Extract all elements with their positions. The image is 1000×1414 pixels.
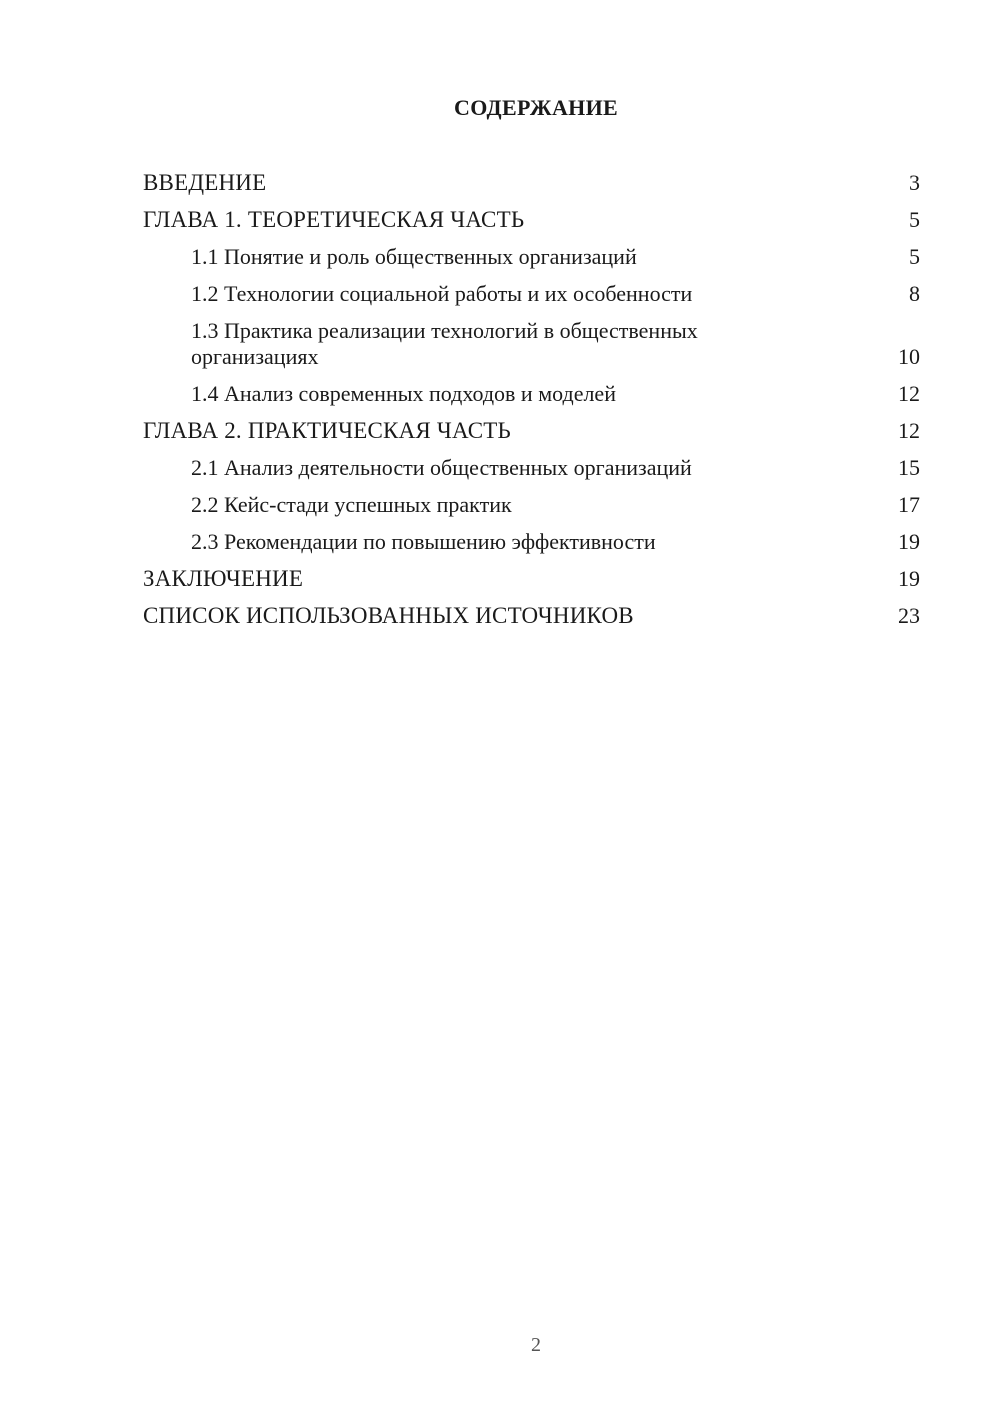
toc-entry-label: ГЛАВА 2. ПРАКТИЧЕСКАЯ ЧАСТЬ	[143, 418, 511, 443]
toc-entry-label: ЗАКЛЮЧЕНИЕ	[143, 566, 304, 591]
toc-entry-section-2-2[interactable]	[143, 492, 920, 518]
toc-entry-chapter-1[interactable]	[143, 207, 920, 233]
toc-entry-label: 2.3 Рекомендации по повышению эффективности	[191, 529, 656, 554]
toc-entry-page: 5	[909, 207, 920, 232]
toc-entry-label: 2.2 Кейс-стади успешных практик	[191, 492, 512, 517]
toc-entry-label: 1.1 Понятие и роль общественных организаций	[191, 244, 637, 269]
toc-entry-section-1-3[interactable]	[143, 318, 920, 370]
toc-entry-page: 12	[898, 418, 920, 443]
toc-entry-section-1-1[interactable]	[143, 244, 920, 270]
toc-entry-page: 10	[898, 344, 920, 369]
toc-entry-page: 19	[898, 529, 920, 554]
toc-title: СОДЕРЖАНИЕ	[454, 95, 618, 120]
toc-entry-section-1-2[interactable]	[143, 281, 920, 307]
toc-entry-page: 15	[898, 455, 920, 480]
toc-entry-section-1-4[interactable]	[143, 381, 920, 407]
toc-entry-page: 23	[898, 603, 920, 628]
toc-entry-page: 8	[909, 281, 920, 306]
toc-list	[143, 170, 920, 640]
toc-entry-chapter-2[interactable]	[143, 418, 920, 444]
toc-entry-section-2-1[interactable]	[143, 455, 920, 481]
toc-entry-label: ГЛАВА 1. ТЕОРЕТИЧЕСКАЯ ЧАСТЬ	[143, 207, 525, 232]
toc-entry-page: 3	[909, 170, 920, 195]
toc-entry-page: 17	[898, 492, 920, 517]
toc-entry-label: ВВЕДЕНИЕ	[143, 170, 267, 195]
page-number: 2	[531, 1334, 541, 1356]
toc-entry-conclusion[interactable]	[143, 566, 920, 592]
toc-entry-label: 1.4 Анализ современных подходов и моделей	[191, 381, 616, 406]
toc-entry-label: СПИСОК ИСПОЛЬЗОВАННЫХ ИСТОЧНИКОВ	[143, 603, 634, 628]
toc-entry-label: 1.2 Технологии социальной работы и их особенности	[191, 281, 693, 306]
toc-entry-introduction[interactable]	[143, 170, 920, 196]
toc-entry-label: 2.1 Анализ деятельности общественных организаций	[191, 455, 692, 480]
toc-entry-page: 19	[898, 566, 920, 591]
toc-entry-references[interactable]	[143, 603, 920, 629]
toc-entry-section-2-3[interactable]	[143, 529, 920, 555]
toc-entry-page: 5	[909, 244, 920, 269]
toc-entry-page: 12	[898, 381, 920, 406]
toc-entry-label: 1.3 Практика реализации технологий в общественных организациях	[191, 318, 698, 369]
